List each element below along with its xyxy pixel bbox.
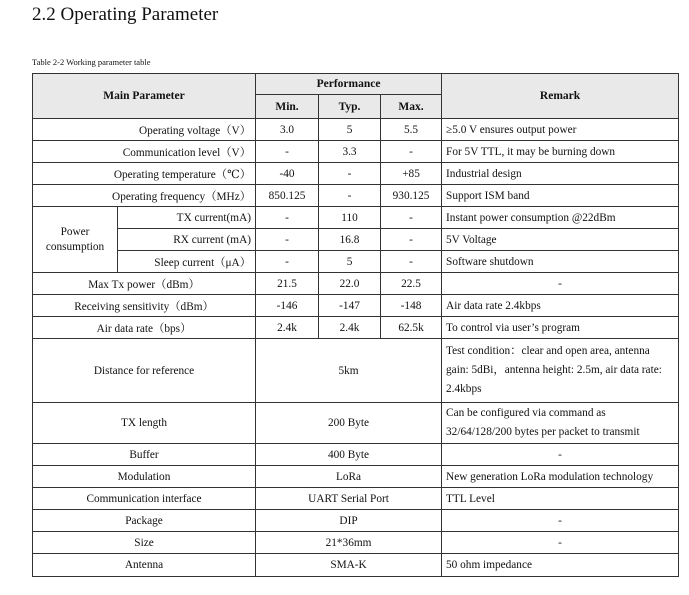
typ-value: 5 [319, 119, 381, 141]
min-value: 3.0 [256, 119, 319, 141]
typ-value: 3.3 [319, 141, 381, 163]
table-caption: Table 2-2 Working parameter table [32, 57, 151, 67]
row-label: Communication level（V） [33, 141, 256, 163]
row-label: Modulation [33, 466, 256, 488]
typ-value: 110 [319, 207, 381, 229]
row-label: TX current(mA) [118, 207, 256, 229]
performance-value: UART Serial Port [256, 488, 442, 510]
remark-value: - [442, 510, 679, 532]
row-label: Buffer [33, 444, 256, 466]
table-row [33, 532, 679, 554]
table-row [33, 251, 679, 273]
max-value: 22.5 [381, 273, 442, 295]
remark-value: 50 ohm impedance [442, 554, 679, 577]
max-value: - [381, 251, 442, 273]
header-performance: Performance [256, 74, 442, 95]
remark-value: - [442, 532, 679, 554]
performance-value: LoRa [256, 466, 442, 488]
max-value: 62.5k [381, 317, 442, 339]
performance-value: 5km [256, 339, 442, 403]
max-value: - [381, 141, 442, 163]
typ-value: - [319, 185, 381, 207]
typ-value: 2.4k [319, 317, 381, 339]
row-label: TX length [33, 403, 256, 444]
row-label: Communication interface [33, 488, 256, 510]
typ-value: - [319, 163, 381, 185]
header-remark: Remark [442, 74, 679, 119]
row-label: Distance for reference [33, 339, 256, 403]
remark-value: Software shutdown [442, 251, 679, 273]
table-row [33, 466, 679, 488]
typ-value: 22.0 [319, 273, 381, 295]
max-value: +85 [381, 163, 442, 185]
table-row [33, 444, 679, 466]
row-label: Operating temperature（℃） [33, 163, 256, 185]
remark-value: To control via user’s program [442, 317, 679, 339]
section-title: 2.2 Operating Parameter [32, 4, 219, 25]
max-value: 5.5 [381, 119, 442, 141]
table-row [33, 141, 679, 163]
min-value: - [256, 141, 319, 163]
row-label: Air data rate（bps） [33, 317, 256, 339]
header-main-parameter: Main Parameter [33, 74, 256, 119]
header-typ: Typ. [319, 95, 381, 119]
remark-value: Support ISM band [442, 185, 679, 207]
row-label: Antenna [33, 554, 256, 577]
table-row [33, 339, 679, 403]
performance-value: DIP [256, 510, 442, 532]
max-value: -148 [381, 295, 442, 317]
min-value: - [256, 251, 319, 273]
min-value: - [256, 229, 319, 251]
table-row [33, 273, 679, 295]
row-label: Sleep current（μA） [118, 251, 256, 273]
remark-value: ≥5.0 V ensures output power [442, 119, 679, 141]
header-row-top [33, 74, 679, 95]
remark-value: - [442, 273, 679, 295]
min-value: 850.125 [256, 185, 319, 207]
table-row [33, 185, 679, 207]
table-row [33, 317, 679, 339]
table-row [33, 229, 679, 251]
header-max: Max. [381, 95, 442, 119]
table-row [33, 119, 679, 141]
table-row [33, 295, 679, 317]
typ-value: 5 [319, 251, 381, 273]
remark-value: Instant power consumption @22dBm [442, 207, 679, 229]
row-label: RX current (mA) [118, 229, 256, 251]
table-row [33, 207, 679, 229]
row-label: Size [33, 532, 256, 554]
row-label: Operating voltage（V） [33, 119, 256, 141]
table-row [33, 554, 679, 577]
table-row [33, 488, 679, 510]
power-consumption-group-label: Power consumption [33, 207, 118, 273]
table-row [33, 510, 679, 532]
remark-value: For 5V TTL, it may be burning down [442, 141, 679, 163]
min-value: 21.5 [256, 273, 319, 295]
max-value: - [381, 229, 442, 251]
typ-value: -147 [319, 295, 381, 317]
performance-value: 400 Byte [256, 444, 442, 466]
remark-value: New generation LoRa modulation technology [442, 466, 679, 488]
table-row [33, 163, 679, 185]
remark-value: Industrial design [442, 163, 679, 185]
table-row [33, 403, 679, 444]
working-parameter-table [32, 73, 679, 577]
max-value: 930.125 [381, 185, 442, 207]
remark-value: - [442, 444, 679, 466]
remark-value: Can be configured via command as 32/64/128/200 bytes per packet to transmit [442, 403, 679, 444]
typ-value: 16.8 [319, 229, 381, 251]
remark-value: Test condition：clear and open area, antenna gain: 5dBi，antenna height: 2.5m, air data rate: 2.4kbps [442, 339, 679, 403]
performance-value: SMA-K [256, 554, 442, 577]
min-value: -40 [256, 163, 319, 185]
min-value: -146 [256, 295, 319, 317]
header-min: Min. [256, 95, 319, 119]
min-value: - [256, 207, 319, 229]
max-value: - [381, 207, 442, 229]
row-label: Operating frequency（MHz） [33, 185, 256, 207]
row-label: Package [33, 510, 256, 532]
remark-value: 5V Voltage [442, 229, 679, 251]
row-label: Receiving sensitivity（dBm） [33, 295, 256, 317]
performance-value: 21*36mm [256, 532, 442, 554]
remark-value: Air data rate 2.4kbps [442, 295, 679, 317]
remark-value: TTL Level [442, 488, 679, 510]
performance-value: 200 Byte [256, 403, 442, 444]
row-label: Max Tx power（dBm） [33, 273, 256, 295]
min-value: 2.4k [256, 317, 319, 339]
